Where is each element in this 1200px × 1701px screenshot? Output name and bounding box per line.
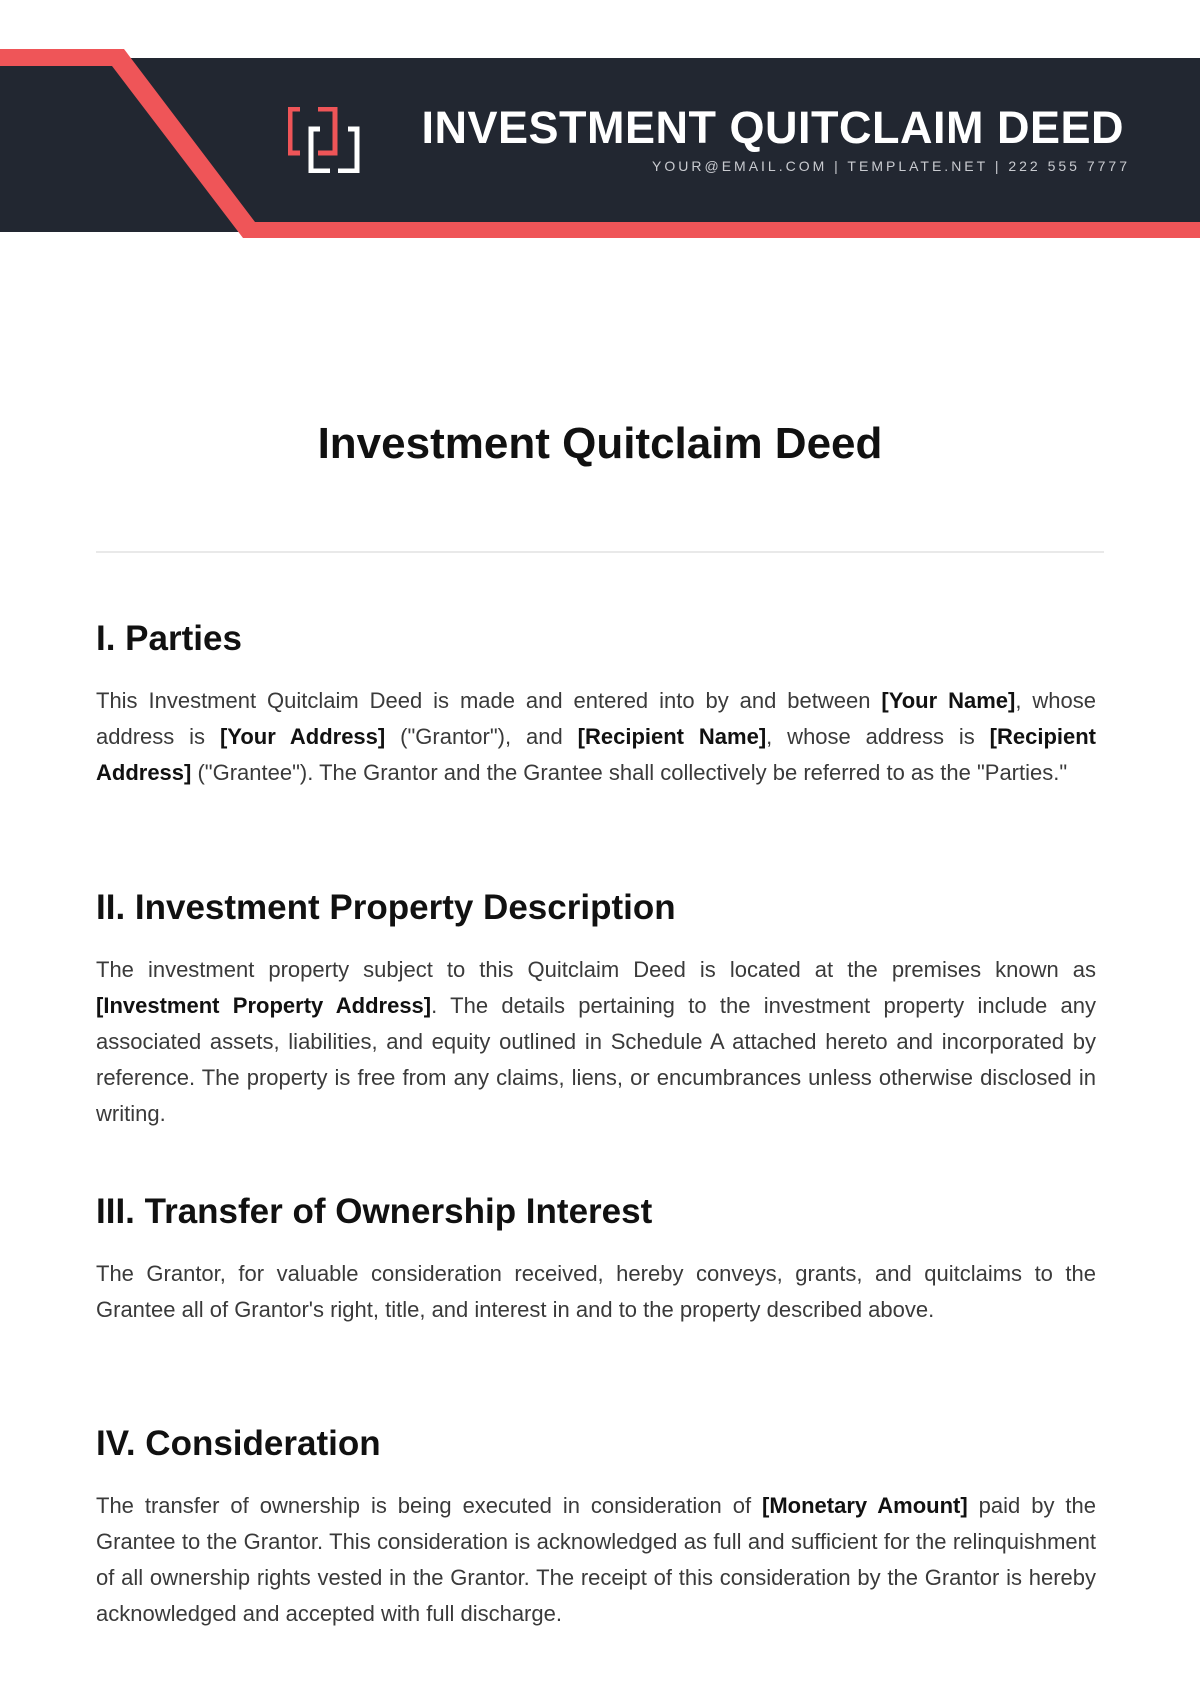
section-body-transfer-of-ownership — [96, 1256, 1096, 1328]
placeholder-recipient-name: [Recipient Name] — [577, 724, 767, 749]
section-body-consideration — [96, 1488, 1096, 1632]
section-heading-consideration: IV. Consideration — [96, 1424, 381, 1463]
bracket-logo-icon — [288, 107, 360, 173]
body-text: , whose address is — [766, 724, 990, 749]
placeholder-monetary-amount: [Monetary Amount] — [762, 1493, 968, 1518]
section-heading-property-description: II. Investment Property Description — [96, 888, 676, 927]
placeholder-your-name: [Your Name] — [881, 688, 1016, 713]
body-text: ("Grantee"). The Grantor and the Grantee shall collectively be referred to as the "Parties." — [191, 760, 1068, 785]
body-text: The investment property subject to this Quitclaim Deed is located at the premises known as — [96, 957, 1096, 982]
section-heading-transfer-of-ownership: III. Transfer of Ownership Interest — [96, 1192, 653, 1231]
body-text: ("Grantor"), and — [385, 724, 578, 749]
title-divider — [96, 551, 1104, 553]
body-text: The transfer of ownership is being executed in consideration of — [96, 1493, 763, 1518]
header-title: INVESTMENT QUITCLAIM DEED — [421, 102, 1124, 153]
body-text: paid by the Grantee to the Grantor. This consideration is acknowledged as full and sufficient for the relinquishment of all ownership rights vested in the Grantor. The receipt of this consideration by the Grantor is hereby acknowledged and accepted with full discharge. — [96, 1493, 1096, 1626]
body-text: The Grantor, for valuable consideration received, hereby conveys, grants, and quitclaims to the Grantee all of Grantor's right, title, and interest in and to the property described above. — [96, 1261, 1096, 1322]
placeholder-recipient-address: [Recipient Address] — [96, 724, 1097, 785]
body-text: This Investment Quitclaim Deed is made and entered into by and between — [96, 688, 882, 713]
header-contact-info: YOUR@EMAIL.COM | TEMPLATE.NET | 222 555 7777 — [652, 158, 1130, 174]
placeholder-property-address: [Investment Property Address] — [96, 993, 432, 1018]
section-body-parties — [96, 683, 1096, 791]
body-text: , whose address is — [96, 688, 1096, 749]
section-heading-parties: I. Parties — [96, 619, 242, 658]
placeholder-your-address: [Your Address] — [219, 724, 386, 749]
section-body-property-description — [96, 952, 1096, 1132]
document-title: Investment Quitclaim Deed — [317, 419, 883, 468]
document-header — [0, 0, 1200, 250]
body-text: . The details pertaining to the investment property include any associated assets, liabilities, and equity outlined in Schedule A attached hereto and incorporated by reference. The property is free from any claims, liens, or encumbrances unless otherwise disclosed in writing. — [96, 993, 1096, 1126]
